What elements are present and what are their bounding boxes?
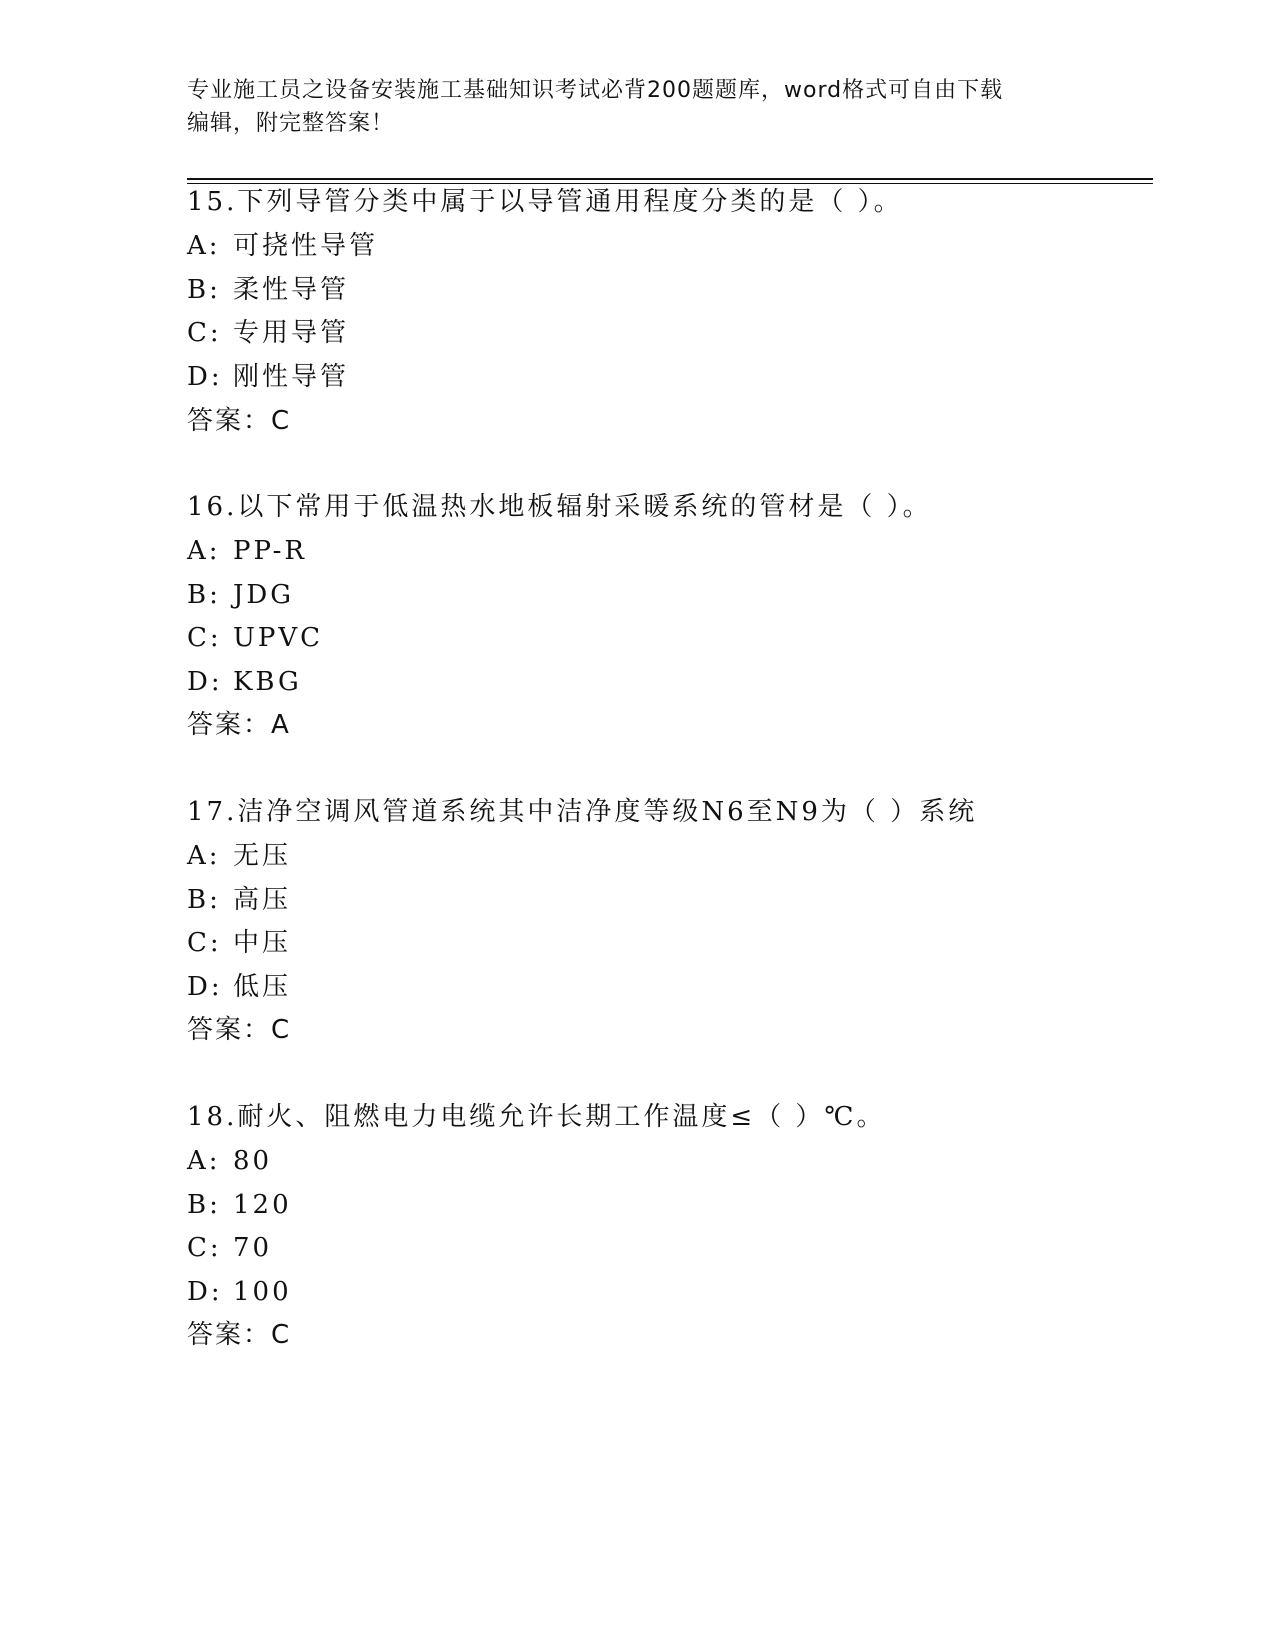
option-text: 无压 — [233, 841, 292, 871]
option-label: B: — [187, 885, 221, 915]
option-text: 100 — [233, 1277, 292, 1307]
question-text: 15.下列导管分类中属于以导管通用程度分类的是（ ）。 — [187, 187, 903, 217]
option-c — [187, 317, 349, 349]
option-c — [187, 1232, 272, 1264]
option-b — [187, 1189, 292, 1221]
question-text: 18.耐火、阻燃电力电缆允许长期工作温度≤（ ）℃。 — [187, 1102, 886, 1132]
option-text: 高压 — [233, 885, 292, 915]
option-label: C: — [187, 623, 222, 653]
option-b — [187, 579, 294, 611]
question-text: 16.以下常用于低温热水地板辐射采暖系统的管材是（ ）。 — [187, 492, 932, 522]
option-text: 可挠性导管 — [233, 231, 379, 261]
option-label: A: — [187, 841, 221, 871]
option-text: 专用导管 — [233, 318, 350, 348]
option-b — [187, 274, 349, 306]
option-a — [187, 840, 291, 872]
option-d — [187, 971, 291, 1003]
option-label: D: — [187, 362, 223, 392]
option-label: D: — [187, 972, 223, 1002]
option-label: C: — [187, 1233, 222, 1263]
option-c — [187, 622, 323, 654]
option-d — [187, 1276, 292, 1308]
question-text: 17.洁净空调风管道系统其中洁净度等级N6至N9为（ ）系统 — [187, 797, 978, 827]
option-a — [187, 535, 307, 567]
option-text: KBG — [233, 667, 302, 697]
answer-text: 答案：C — [187, 406, 292, 436]
option-text: 120 — [233, 1190, 292, 1220]
option-label: B: — [187, 275, 221, 305]
option-label: A: — [187, 1146, 221, 1176]
option-b — [187, 884, 291, 916]
answer-text: 答案：C — [187, 1015, 292, 1045]
option-label: A: — [187, 536, 221, 566]
header-divider-top — [187, 178, 1153, 180]
option-text: 刚性导管 — [233, 362, 350, 392]
option-d — [187, 361, 349, 393]
option-text: JDG — [233, 580, 295, 610]
option-text: 低压 — [233, 972, 292, 1002]
header-line-1: 专业施工员之设备安装施工基础知识考试必背200题题库，word格式可自由下载 — [187, 78, 1004, 103]
option-d — [187, 666, 302, 698]
option-a — [187, 1145, 272, 1177]
option-label: B: — [187, 580, 221, 610]
option-label: C: — [187, 928, 222, 958]
option-text: 柔性导管 — [233, 275, 350, 305]
option-text: UPVC — [233, 623, 324, 653]
header-line-2: 编辑，附完整答案！ — [187, 111, 395, 136]
option-label: D: — [187, 667, 223, 697]
option-label: D: — [187, 1277, 223, 1307]
option-c — [187, 927, 291, 959]
option-label: A: — [187, 231, 221, 261]
option-a — [187, 230, 378, 262]
answer-text: 答案：C — [187, 1320, 292, 1350]
option-label: B: — [187, 1190, 221, 1220]
answer-text: 答案：A — [187, 710, 291, 740]
header-divider-bottom — [187, 183, 1153, 184]
option-label: C: — [187, 318, 222, 348]
option-text: 80 — [233, 1146, 273, 1176]
option-text: PP-R — [233, 536, 307, 566]
document-header — [187, 74, 1067, 140]
option-text: 中压 — [233, 928, 292, 958]
option-text: 70 — [233, 1233, 273, 1263]
